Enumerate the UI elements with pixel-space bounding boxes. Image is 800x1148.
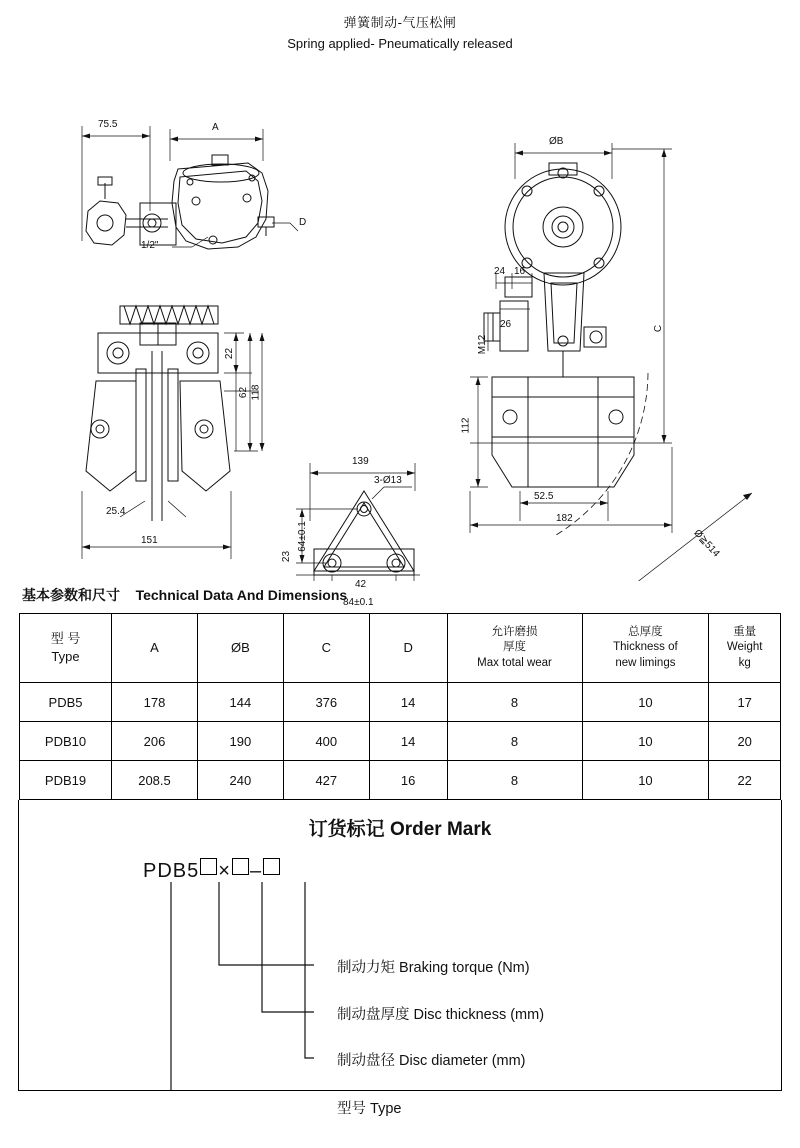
dim-M12: M12 [477,334,489,355]
cell-c: 427 [283,761,369,800]
cell-type: PDB10 [20,722,112,761]
cell-wear: 8 [447,722,582,761]
col-max-wear [447,614,582,683]
cell-a: 178 [112,683,198,722]
order-mark-label-thickness: 制动盘厚度 Disc thickness (mm) [337,1007,545,1023]
cell-b: 144 [197,683,283,722]
table-section-title [0,581,800,613]
col-weight-cn: 重量 [733,625,757,638]
cell-type: PDB19 [20,761,112,800]
order-mark-label-type: 型号 Type [337,1101,402,1117]
dim-OB: ØB [549,136,564,147]
dim-26: 26 [500,319,512,330]
col-max-wear-en: Max total wear [477,656,552,669]
col-thickness [582,614,709,683]
dim-D: D [299,217,307,228]
code-prefix: PDB5 [143,860,200,882]
cell-d: 14 [369,683,447,722]
dim-3xO13: 3-Ø13 [374,475,402,486]
table-header-row [20,614,781,683]
table-row [20,761,781,800]
page-header [0,0,800,51]
col-c: C [283,614,369,683]
cell-a: 206 [112,722,198,761]
page-title-cn: 弹簧制动-气压松闸 [343,15,457,30]
col-thickness-en2: new limings [615,656,676,669]
cell-a: 208.5 [112,761,198,800]
cell-b: 190 [197,722,283,761]
col-weight-unit: kg [738,656,751,669]
dim-23: 23 [281,550,293,563]
drawing-svg [0,51,800,581]
order-mark-leader-lines [19,800,781,1090]
dim-arc-514: Ø≧514 [691,527,722,560]
col-type-cn: 型 号 [50,631,81,647]
cell-wear: 8 [447,683,582,722]
table-title-cn: 基本参数和尺寸 [22,587,120,603]
dim-62: 62 [238,386,250,399]
dim-22: 22 [224,347,236,360]
table-title-en: Technical Data And Dimensions [135,587,348,603]
cell-thickness: 10 [582,761,709,800]
cell-weight: 17 [709,683,781,722]
col-a: A [112,614,198,683]
dim-139: 139 [352,456,369,467]
dim-half-inch: 1/2" [141,240,159,251]
dim-84: 84±0.1 [343,597,374,608]
cell-c: 376 [283,683,369,722]
dim-52-5: 52.5 [534,491,554,502]
dim-42: 42 [355,579,367,590]
cell-weight: 22 [709,761,781,800]
col-weight-en: Weight [726,641,763,654]
col-d: D [369,614,447,683]
dim-C: C [653,324,665,333]
order-mark-section [18,800,782,1117]
dim-25-4: 25.4 [106,506,126,517]
col-type-en: Type [51,649,80,664]
order-mark-label-torque: 制动力矩 Braking torque (Nm) [337,960,530,976]
cell-d: 16 [369,761,447,800]
col-type [20,614,112,683]
col-max-wear-cn2: 厚度 [503,641,526,654]
cell-wear: 8 [447,761,582,800]
dim-151: 151 [141,535,158,546]
cell-d: 14 [369,722,447,761]
col-weight [709,614,781,683]
col-thickness-cn: 总厚度 [628,625,663,638]
order-mark-title: 订货标记 Order Mark [308,819,492,840]
page-title-en: Spring applied- Pneumatically released [287,36,513,51]
dim-64: 64±0.1 [296,521,308,552]
table-row [20,683,781,722]
dim-112: 112 [460,417,472,434]
col-thickness-en1: Thickness of [613,641,678,654]
code-multiply: × [218,860,231,882]
dim-75-5: 75.5 [98,119,118,130]
dim-118: 118 [250,384,262,401]
dim-182: 182 [556,513,573,524]
col-b: ØB [197,614,283,683]
cell-c: 400 [283,722,369,761]
cell-weight: 20 [709,722,781,761]
cell-thickness: 10 [582,683,709,722]
table-row [20,722,781,761]
cell-type: PDB5 [20,683,112,722]
dim-24: 24 [494,266,506,277]
dim-16: 16 [514,266,526,277]
cell-thickness: 10 [582,722,709,761]
technical-data-table [19,613,781,800]
col-max-wear-cn1: 允许磨损 [491,625,538,638]
code-dash: – [249,860,263,882]
order-mark-label-diameter: 制动盘径 Disc diameter (mm) [337,1053,526,1069]
dim-A: A [212,122,219,133]
cell-b: 240 [197,761,283,800]
